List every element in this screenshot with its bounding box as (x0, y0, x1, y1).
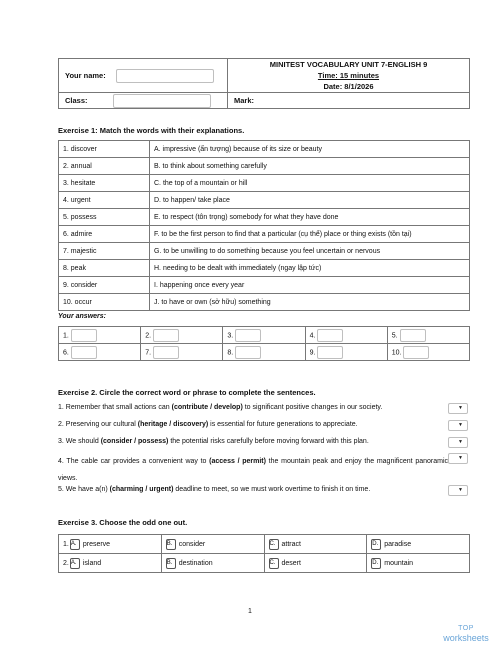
answer-cell (141, 327, 223, 344)
test-date: Date: 8/1/2026 (323, 82, 374, 91)
answers-label: Your answers: (58, 313, 106, 320)
match-row (59, 141, 470, 158)
match-meaning: H. needing to be dealt with immediately (ngay lập tức) (150, 260, 470, 277)
answer-cell (223, 344, 305, 361)
exercise2-title: Exercise 2. Circle the correct word or phrase to complete the sentences. (58, 388, 316, 397)
answer-cell (387, 344, 469, 361)
topworksheets-logo (436, 625, 496, 643)
answer-cell (59, 327, 141, 344)
option-checkbox[interactable]: A. (70, 558, 80, 569)
answer-dropdown[interactable] (448, 437, 468, 448)
match-word: 2. annual (59, 158, 150, 175)
sentence-text: is essential for future generations to appreciate. (208, 421, 358, 428)
sentence-options[interactable]: (contribute / develop) (171, 404, 243, 411)
match-row (59, 277, 470, 294)
answer-number: 1. (63, 331, 69, 339)
sentence-text: 4. The cable car provides a convenient way to (58, 458, 210, 465)
answer-cell (223, 327, 305, 344)
sentence-text: deadline to meet, so we must work overtime to finish it on time. (173, 486, 371, 493)
match-word: 10. occur (59, 294, 150, 311)
mark-label: Mark: (234, 96, 255, 105)
class-label: Class: (65, 95, 88, 105)
chevron-down-icon: ▼ (458, 405, 463, 411)
answer-input[interactable] (71, 329, 97, 342)
chevron-down-icon: ▼ (458, 439, 463, 445)
answer-number: 7. (145, 348, 152, 356)
match-word: 6. admire (59, 226, 150, 243)
question-number: 2. (63, 559, 69, 567)
match-word: 1. discover (59, 141, 150, 158)
answer-dropdown[interactable] (448, 403, 468, 414)
chevron-down-icon: ▼ (458, 455, 463, 461)
option-word: attract (281, 540, 301, 548)
question-number: 1. (63, 540, 69, 548)
answer-number: 6. (63, 348, 69, 356)
answer-input[interactable] (317, 329, 343, 342)
option-word: desert (281, 559, 301, 567)
answer-input[interactable] (317, 346, 343, 359)
answer-number: 10. (391, 348, 402, 356)
class-cell (59, 93, 228, 109)
match-word: 5. possess (59, 209, 150, 226)
option-word: paradise (384, 540, 412, 548)
odd-option[interactable] (59, 535, 162, 554)
option-checkbox[interactable]: A. (70, 539, 80, 550)
match-row (59, 243, 470, 260)
sentence (58, 453, 448, 487)
answer-input[interactable] (153, 329, 179, 342)
mark-cell (228, 93, 470, 109)
match-meaning: I. happening once every year (150, 277, 470, 294)
match-row (59, 158, 470, 175)
answer-cell (387, 327, 469, 344)
odd-row (59, 554, 470, 573)
sentence-text: to significant positive changes in our society. (242, 404, 383, 411)
test-time: Time: 15 minutes (317, 71, 380, 80)
option-checkbox[interactable]: C. (269, 539, 279, 550)
option-word: preserve (82, 540, 111, 548)
answer-input[interactable] (400, 329, 426, 342)
odd-option[interactable] (161, 554, 264, 573)
match-meaning: B. to think about something carefully (150, 158, 470, 175)
page-number: 1 (248, 608, 252, 615)
logo-line1: TOP (458, 625, 474, 632)
answer-cell (59, 344, 141, 361)
answers-row (59, 327, 470, 344)
chevron-down-icon: ▼ (458, 422, 463, 428)
odd-option[interactable] (161, 535, 264, 554)
option-word: destination (178, 559, 213, 567)
match-row (59, 209, 470, 226)
answer-number: 2. (145, 331, 152, 339)
odd-option[interactable] (367, 554, 470, 573)
sentence (58, 437, 448, 447)
answer-number: 3. (227, 331, 234, 339)
odd-row (59, 535, 470, 554)
answer-number: 5. (391, 331, 398, 339)
title-cell (228, 59, 470, 93)
match-word: 3. hesitate (59, 175, 150, 192)
answer-number: 8. (227, 348, 234, 356)
sentence-text: the potential risks carefully before moving forward with this plan. (168, 438, 369, 445)
answer-input[interactable] (235, 346, 261, 359)
option-word: mountain (384, 559, 414, 567)
answers-row (59, 344, 470, 361)
match-word: 7. majestic (59, 243, 150, 260)
option-checkbox[interactable]: B. (166, 558, 176, 569)
name-label: Your name: (65, 70, 106, 80)
answer-input[interactable] (153, 346, 179, 359)
option-checkbox[interactable]: B. (166, 539, 176, 550)
sentence (58, 403, 448, 413)
logo-line2: worksheets (443, 633, 489, 643)
sentence-text: 3. We should (58, 438, 101, 445)
match-meaning: A. impressive (ấn tượng) because of its size or beauty (150, 141, 470, 158)
match-table (58, 140, 470, 311)
option-word: island (82, 559, 102, 567)
answer-cell (305, 344, 387, 361)
answer-cell (141, 344, 223, 361)
odd-option[interactable] (264, 535, 367, 554)
match-word: 8. peak (59, 260, 150, 277)
odd-option[interactable] (264, 554, 367, 573)
sentence-options[interactable]: (access / permit) (209, 458, 266, 465)
option-checkbox[interactable]: D. (371, 558, 381, 569)
sentence (58, 485, 448, 495)
match-row (59, 192, 470, 209)
answer-number: 9. (309, 348, 316, 356)
match-meaning: C. the top of a mountain or hill (150, 175, 470, 192)
match-meaning: E. to respect (tôn trọng) somebody for what they have done (150, 209, 470, 226)
answer-dropdown[interactable] (448, 453, 468, 464)
match-row (59, 175, 470, 192)
name-cell (59, 59, 228, 93)
sentence-text: the mountain peak and enjoy the magnificent panoramic views. (58, 458, 449, 482)
answer-cell (305, 327, 387, 344)
answer-input[interactable] (71, 346, 97, 359)
match-row (59, 226, 470, 243)
match-meaning: G. to be unwilling to do something because you feel uncertain or nervous (150, 243, 470, 260)
option-word: consider (178, 540, 206, 548)
odd-option[interactable] (367, 535, 470, 554)
answer-dropdown[interactable] (448, 420, 468, 431)
sentence (58, 420, 448, 430)
match-meaning: D. to happen/ take place (150, 192, 470, 209)
match-word: 9. consider (59, 277, 150, 294)
match-row (59, 294, 470, 311)
answer-dropdown[interactable] (448, 485, 468, 496)
test-title: MINITEST VOCABULARY UNIT 7-ENGLISH 9 (269, 60, 428, 69)
name-input[interactable] (116, 69, 214, 83)
chevron-down-icon: ▼ (458, 487, 463, 493)
option-checkbox[interactable]: C. (269, 558, 279, 569)
match-meaning: F. to be the first person to find that a particular (cụ thể) place or thing exists (tồn tại) (150, 226, 470, 243)
sentence-options[interactable]: (heritage / discovery) (137, 421, 209, 428)
sentence-text: 2. Preserving our cultural (58, 421, 138, 428)
option-checkbox[interactable]: D. (371, 539, 381, 550)
header-table (58, 58, 470, 109)
exercise3-title: Exercise 3. Choose the odd one out. (58, 518, 188, 527)
answers-table (58, 326, 470, 361)
sentence-text: 5. We have a(n) (58, 486, 110, 493)
match-row (59, 260, 470, 277)
exercise1-title: Exercise 1: Match the words with their explanations. (58, 126, 245, 135)
answer-number: 4. (309, 331, 316, 339)
sentence-options[interactable]: (charming / urgent) (109, 486, 174, 493)
sentence-options[interactable]: (consider / possess) (100, 438, 169, 445)
match-word: 4. urgent (59, 192, 150, 209)
sentence-text: 1. Remember that small actions can (58, 404, 172, 411)
match-meaning: J. to have or own (sở hữu) something (150, 294, 470, 311)
answer-input[interactable] (235, 329, 261, 342)
class-input[interactable] (113, 94, 211, 108)
odd-one-out-table (58, 534, 470, 573)
answer-input[interactable] (403, 346, 429, 359)
odd-option[interactable] (59, 554, 162, 573)
